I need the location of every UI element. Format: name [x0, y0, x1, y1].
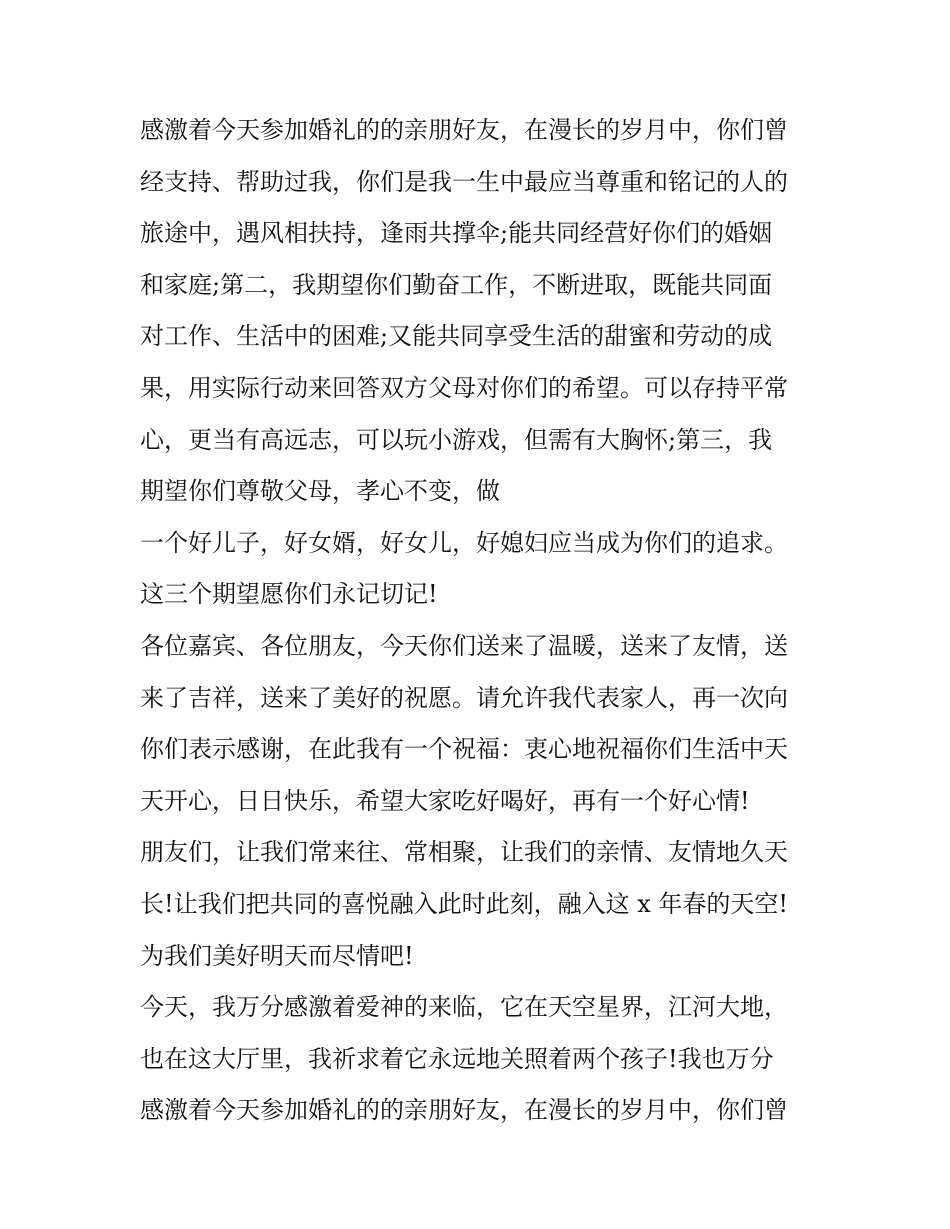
text-line: 心，更当有高远志，可以玩小游戏，但需有大胸怀;第三，我: [140, 425, 773, 454]
text-line: 和家庭;第二，我期望你们勤奋工作，不断进取，既能共同面: [140, 270, 773, 299]
text-line: 朋友们，让我们常来往、常相聚，让我们的亲情、友情地久天: [140, 838, 788, 867]
text-line: 你们表示感谢，在此我有一个祝福：衷心地祝福你们生活中天: [140, 735, 788, 764]
text-line: 果，用实际行动来回答双方父母对你们的希望。可以存持平常: [140, 373, 788, 402]
text-line: 今天，我万分感激着爱神的来临，它在天空星界，江河大地，: [140, 993, 788, 1022]
text-line: 长!让我们把共同的喜悦融入此时此刻，融入这 x 年春的天空!: [140, 889, 789, 918]
text-line: 期望你们尊敬父母，孝心不变，做: [140, 477, 500, 506]
text-line: 各位嘉宾、各位朋友，今天你们送来了温暖，送来了友情，送: [140, 631, 788, 660]
text-line: 对工作、生活中的困难;又能共同享受生活的甜蜜和劳动的成: [140, 322, 773, 351]
text-line: 这三个期望愿你们永记切记!: [140, 580, 438, 609]
text-line: 一个好儿子，好女婿，好女儿，好媳妇应当成为你们的追求。: [140, 528, 788, 557]
text-line: 来了吉祥，送来了美好的祝愿。请允许我代表家人，再一次向: [140, 683, 788, 712]
text-line: 天开心，日日快乐，希望大家吃好喝好，再有一个好心情!: [140, 786, 750, 815]
text-line: 为我们美好明天而尽情吧!: [140, 941, 414, 970]
text-line: 感激着今天参加婚礼的的亲朋好友，在漫长的岁月中，你们曾: [140, 1096, 788, 1125]
body-text: [140, 105, 830, 1137]
text-line: 感激着今天参加婚礼的的亲朋好友，在漫长的岁月中，你们曾: [140, 116, 788, 144]
text-line: 经支持、帮助过我，你们是我一生中最应当尊重和铭记的人的: [140, 167, 788, 196]
text-line: 也在这大厅里，我祈求着它永远地关照着两个孩子!我也万分: [140, 1044, 774, 1073]
text-line: 旅途中，遇风相扶持，逢雨共撑伞;能共同经营好你们的婚姻: [140, 219, 773, 248]
